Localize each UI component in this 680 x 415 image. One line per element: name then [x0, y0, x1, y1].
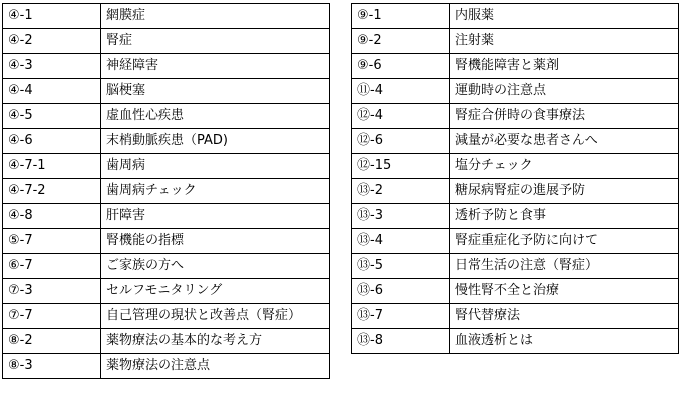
table-row	[352, 304, 679, 329]
topic-title-cell: 注射薬	[450, 29, 679, 54]
topic-title-cell: 末梢動脈疾患（PAD)	[101, 129, 330, 154]
section-code-cell: ⑬-4	[352, 229, 450, 254]
topic-title-cell: 歯周病チェック	[101, 179, 330, 204]
topic-title-cell: 肝障害	[101, 204, 330, 229]
topic-title-cell: ご家族の方へ	[101, 254, 330, 279]
table-row	[3, 279, 330, 304]
table-row	[352, 29, 679, 54]
left-index-table-body	[3, 4, 330, 379]
topic-title-cell: 減量が必要な患者さんへ	[450, 129, 679, 154]
section-code-cell: ⑬-7	[352, 304, 450, 329]
section-code-cell: ④-2	[3, 29, 101, 54]
topic-title-cell: 塩分チェック	[450, 154, 679, 179]
table-row	[3, 254, 330, 279]
table-row	[3, 4, 330, 29]
table-row	[352, 329, 679, 354]
topic-title-cell: 糖尿病腎症の進展予防	[450, 179, 679, 204]
section-code-cell: ⑬-3	[352, 204, 450, 229]
right-index-table	[351, 3, 679, 354]
table-row	[3, 129, 330, 154]
topic-title-cell: セルフモニタリング	[101, 279, 330, 304]
topic-title-cell: 自己管理の現状と改善点（腎症）	[101, 304, 330, 329]
section-code-cell: ⑫-6	[352, 129, 450, 154]
table-row	[352, 229, 679, 254]
topic-title-cell: 腎機能の指標	[101, 229, 330, 254]
section-code-cell: ④-8	[3, 204, 101, 229]
section-code-cell: ⑬-8	[352, 329, 450, 354]
table-row	[3, 204, 330, 229]
topic-title-cell: 日常生活の注意（腎症）	[450, 254, 679, 279]
section-code-cell: ⑦-7	[3, 304, 101, 329]
section-code-cell: ④-3	[3, 54, 101, 79]
section-code-cell: ④-5	[3, 104, 101, 129]
topic-title-cell: 内服薬	[450, 4, 679, 29]
topic-title-cell: 血液透析とは	[450, 329, 679, 354]
section-code-cell: ⑫-4	[352, 104, 450, 129]
topic-title-cell: 薬物療法の注意点	[101, 354, 330, 379]
section-code-cell: ⑬-5	[352, 254, 450, 279]
table-row	[3, 179, 330, 204]
topic-title-cell: 網膜症	[101, 4, 330, 29]
table-row	[352, 129, 679, 154]
section-code-cell: ⑨-2	[352, 29, 450, 54]
topic-title-cell: 神経障害	[101, 54, 330, 79]
table-row	[3, 354, 330, 379]
section-code-cell: ⑬-2	[352, 179, 450, 204]
section-code-cell: ⑫-15	[352, 154, 450, 179]
table-row	[3, 104, 330, 129]
table-row	[3, 329, 330, 354]
topic-title-cell: 腎代替療法	[450, 304, 679, 329]
section-code-cell: ④-7-2	[3, 179, 101, 204]
table-row	[352, 154, 679, 179]
section-code-cell: ④-1	[3, 4, 101, 29]
table-row	[352, 254, 679, 279]
topic-title-cell: 腎症	[101, 29, 330, 54]
topic-title-cell: 透析予防と食事	[450, 204, 679, 229]
topic-title-cell: 歯周病	[101, 154, 330, 179]
section-code-cell: ⑧-2	[3, 329, 101, 354]
table-row	[352, 104, 679, 129]
left-index-table	[2, 3, 330, 379]
table-row	[352, 179, 679, 204]
section-code-cell: ④-6	[3, 129, 101, 154]
table-row	[3, 229, 330, 254]
section-code-cell: ④-4	[3, 79, 101, 104]
topic-title-cell: 虚血性心疾患	[101, 104, 330, 129]
table-row	[352, 54, 679, 79]
topic-title-cell: 運動時の注意点	[450, 79, 679, 104]
section-code-cell: ⑬-6	[352, 279, 450, 304]
topic-title-cell: 薬物療法の基本的な考え方	[101, 329, 330, 354]
table-row	[352, 4, 679, 29]
table-row	[3, 79, 330, 104]
section-code-cell: ⑧-3	[3, 354, 101, 379]
section-code-cell: ⑪-4	[352, 79, 450, 104]
section-code-cell: ④-7-1	[3, 154, 101, 179]
topic-title-cell: 慢性腎不全と治療	[450, 279, 679, 304]
section-code-cell: ⑤-7	[3, 229, 101, 254]
topic-title-cell: 腎症重症化予防に向けて	[450, 229, 679, 254]
table-row	[3, 29, 330, 54]
topic-title-cell: 脳梗塞	[101, 79, 330, 104]
table-row	[352, 204, 679, 229]
right-index-table-body	[352, 4, 679, 354]
section-code-cell: ⑦-3	[3, 279, 101, 304]
table-row	[3, 54, 330, 79]
topic-title-cell: 腎症合併時の食事療法	[450, 104, 679, 129]
section-code-cell: ⑨-1	[352, 4, 450, 29]
section-code-cell: ⑨-6	[352, 54, 450, 79]
topic-title-cell: 腎機能障害と薬剤	[450, 54, 679, 79]
table-row	[352, 79, 679, 104]
table-row	[3, 154, 330, 179]
table-row	[3, 304, 330, 329]
section-code-cell: ⑥-7	[3, 254, 101, 279]
table-row	[352, 279, 679, 304]
